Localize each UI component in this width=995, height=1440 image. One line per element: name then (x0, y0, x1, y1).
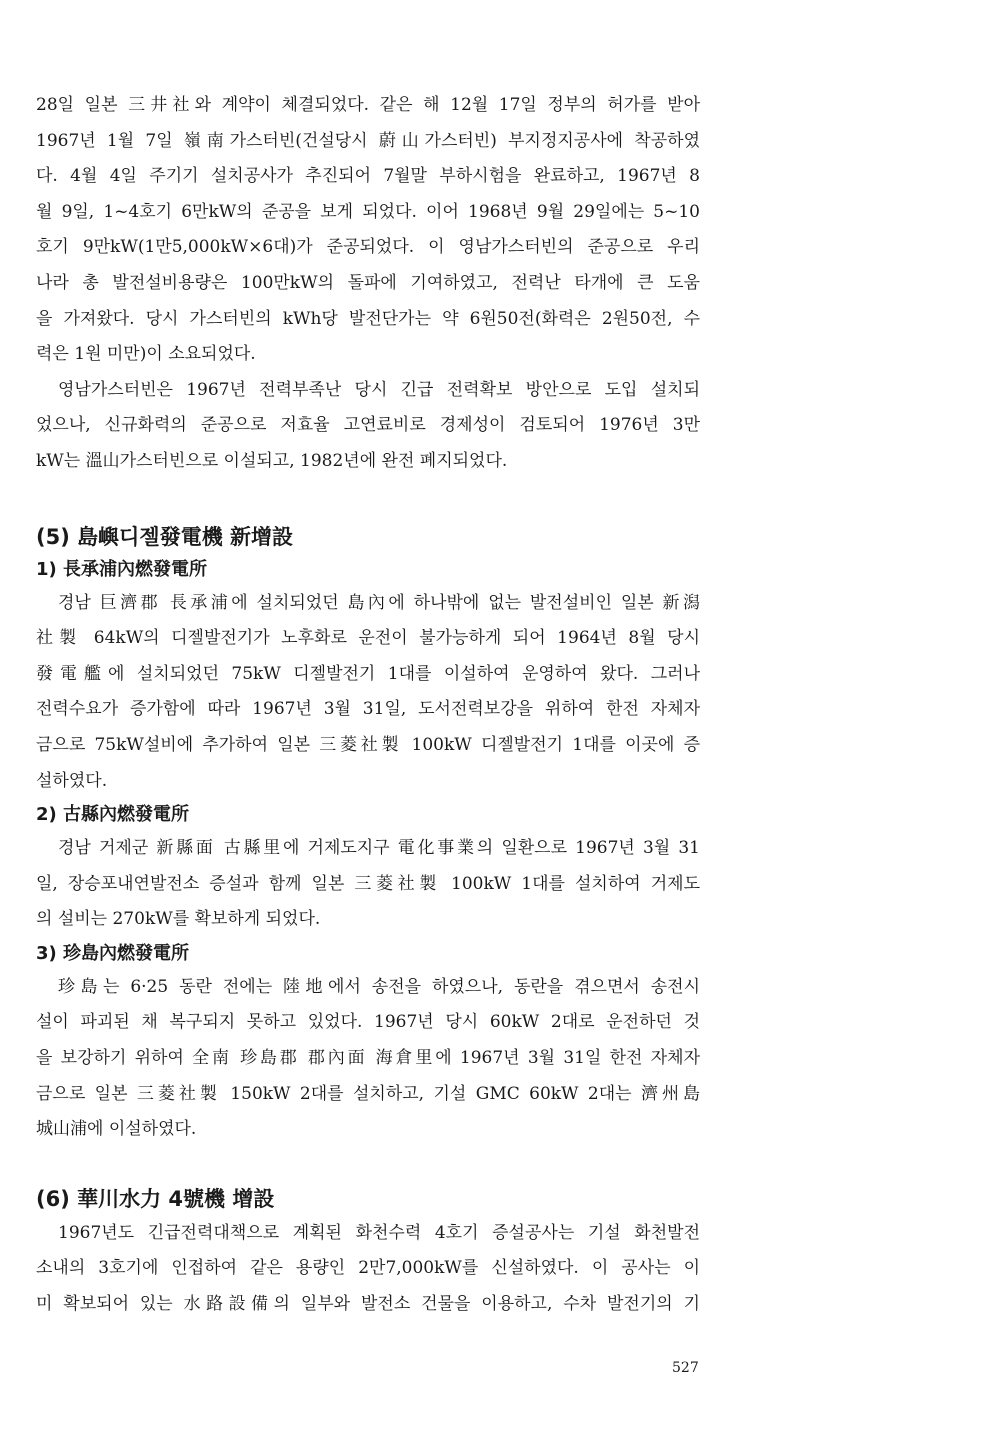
document-page (36, 88, 700, 1323)
page-number: 527 (672, 1360, 699, 1376)
subsection-2-heading: 2) 古縣內燃發電所 (36, 804, 190, 826)
subsection-3-heading: 3) 珍島內燃發電所 (36, 942, 190, 964)
subsection-1-heading: 1) 長承浦內燃發電所 (36, 558, 208, 580)
section-6-heading: (6) 華川水力 4號機 增設 (36, 1186, 275, 1211)
intro-paragraph: 28일 일본 三井社와 계약이 체결되었다. 같은 해 12월 17일 정부의 허가를 받아 1967년 1월 7일 嶺南가스터빈(건설당시 蔚山가스터빈) 부지정지공사에 착공하였 다. 4월 4일 주기기 설치공사가 추진되어 7월말 부하시험을 완료하고, 1967년 8 월 9일, 1~4호기 6만kW의 준공을 보게 되었다. 이어 1968년 9월 29일에는 5~10 호기 9만kW(1만5,000kW×6대)가 준공되었다. 이 영남가스터빈의 준공으로 우리 나라 총 발전설비용량은 100만kW의 돌파에 기여하였고, 전력난 타개에 큰 도움 을 가져왔다. 당시 가스터빈의 kWh당 발전단가는 약 6원50전(화력은 2원50전, 수 력은 1원 미만)이 소요되었다. (36, 95, 700, 365)
section-5-heading: (5) 島嶼디젤發電機 新增設 (36, 524, 294, 549)
subsection-2-paragraph: 경남 거제군 新縣面 古縣里에 거제도지구 電化事業의 일환으로 1967년 3월 31 일, 장승포내연발전소 증설과 함께 일본 三菱社製 100kW 1대를 설치하여 거제도 의 설비는 270kW를 확보하게 되었다. (36, 838, 700, 930)
subsection-1-paragraph: 경남 巨濟郡 長承浦에 설치되었던 島內에 하나밖에 없는 발전설비인 일본 新潟 社製 64kW의 디젤발전기가 노후화로 운전이 불가능하게 되어 1964년 8월 당시 發電艦에 설치되었던 75kW 디젤발전기 1대를 이설하여 운영하여 왔다. 그러나 전력수요가 증가함에 따라 1967년 3월 31일, 도서전력보강을 위하여 한전 자체자 금으로 75kW설비에 추가하여 일본 三菱社製 100kW 디젤발전기 1대를 이곳에 증 설하였다. (36, 592, 700, 791)
subsection-3-paragraph: 珍島는 6·25 동란 전에는 陸地에서 송전을 하였으나, 동란을 겪으면서 송전시 설이 파괴된 채 복구되지 못하고 있었다. 1967년 당시 60kW 2대로 운전하던 것 을 보강하기 위하여 全南 珍島郡 郡內面 海倉里에 1967년 3월 31일 한전 자체자 금으로 일본 三菱社製 150kW 2대를 설치하고, 기설 GMC 60kW 2대는 濟州島 城山浦에 이설하였다. (36, 976, 700, 1140)
closing-paragraph: 영남가스터빈은 1967년 전력부족난 당시 긴급 전력확보 방안으로 도입 설치되 었으나, 신규화력의 준공으로 저효율 고연료비로 경제성이 검토되어 1976년 3만 kW는 溫山가스터빈으로 이설되고, 1982년에 완전 폐지되었다. (36, 379, 700, 471)
section-6-paragraph: 1967년도 긴급전력대책으로 계획된 화천수력 4호기 증설공사는 기설 화천발전 소내의 3호기에 인접하여 같은 용량인 2만7,000kW를 신설하였다. 이 공사는 이 미 확보되어 있는 水路設備의 일부와 발전소 건물을 이용하고, 수차 발전기의 기 (36, 1222, 700, 1315)
